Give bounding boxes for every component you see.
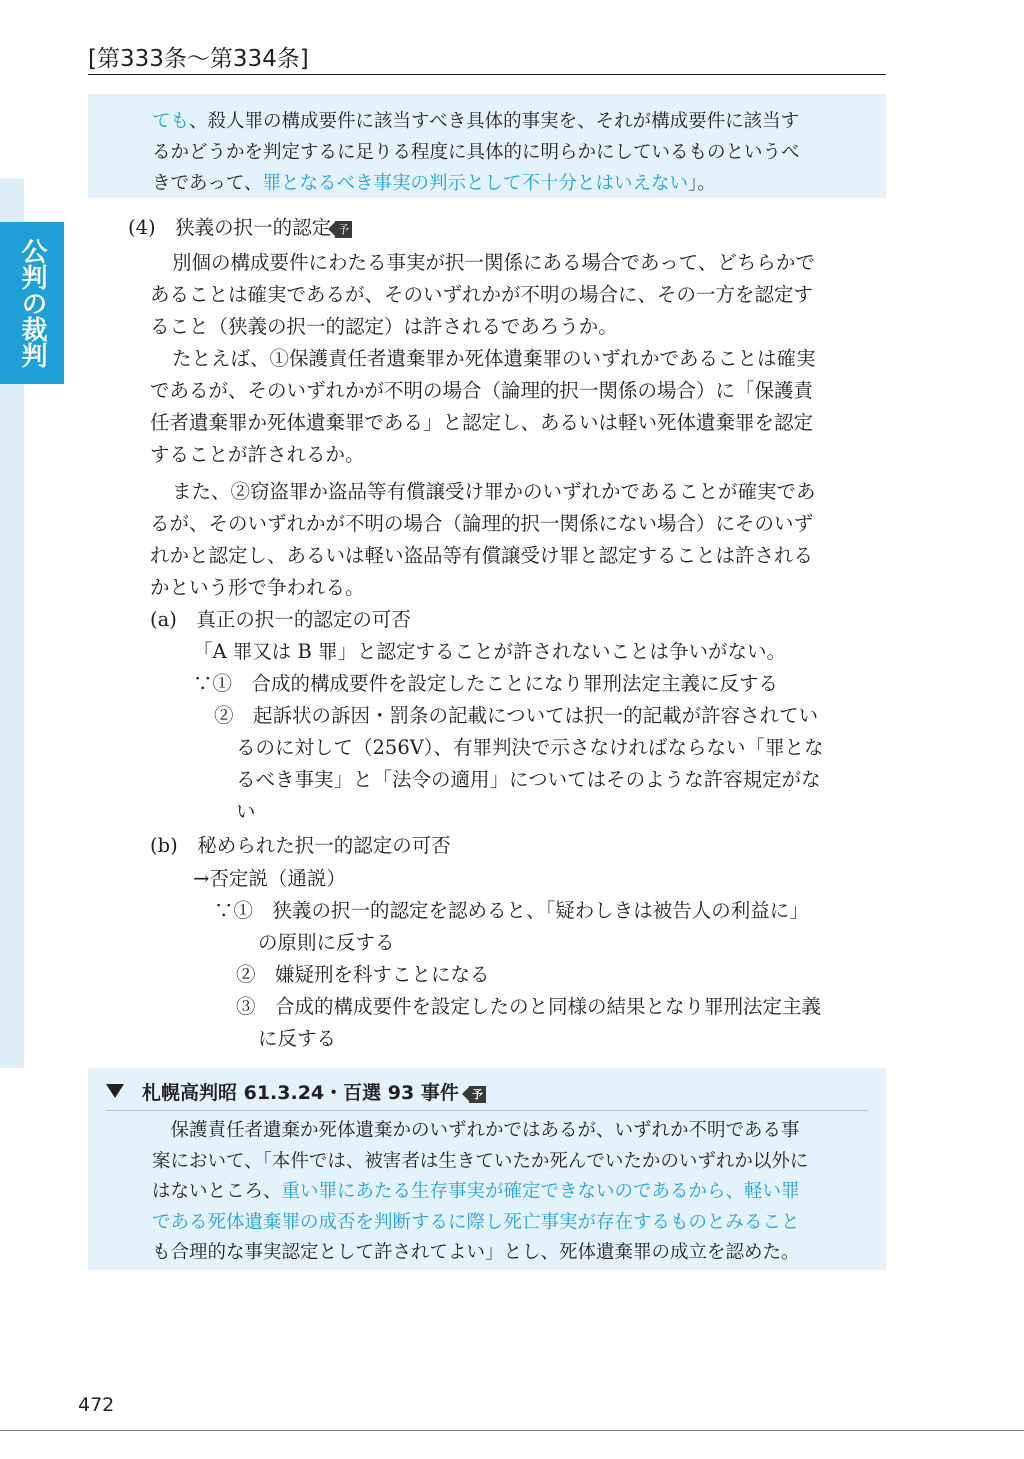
reason-line: ② 嫌疑刑を科すことになる [236, 963, 490, 986]
quote-box [88, 94, 886, 198]
subheading-b: (b) 秘められた択一的認定の可否 [150, 834, 451, 857]
text-segment: も合理的な事実認定として許されてよい」とし、死体遺棄罪の成立を認めた。 [152, 1242, 800, 1263]
page-number: 472 [78, 1394, 115, 1416]
text-line [152, 1238, 808, 1269]
text-segment: るかどうかを判定するに足りる程度に具体的に明らかにしているものというべ [152, 142, 800, 163]
reason-line: に反する [258, 1027, 337, 1050]
paragraph-line: るが、そのいずれかが不明の場合（論理的択一関係にない場合）にそのいず [150, 512, 814, 535]
paragraph-line: →否定説（通説） [193, 867, 346, 890]
chapter-tab: 公判の裁判 [0, 222, 64, 384]
paragraph-line: あることは確実であるが、そのいずれかが不明の場合に、その一方を認定す [150, 283, 814, 306]
text-line [152, 137, 866, 168]
paragraph-line: であるが、そのいずれかが不明の場合（論理的択一関係の場合）に「保護責 [150, 379, 814, 402]
case-text [152, 1116, 808, 1269]
paragraph-line: れかと認定し、あるいは軽い盗品等有償譲受け罪と認定することは許される [150, 544, 814, 567]
section-heading: (4) 狭義の択一的認定 予 [128, 212, 352, 243]
page-header [88, 38, 886, 75]
highlighted-text: ても [152, 111, 190, 132]
case-box [88, 1068, 886, 1270]
reason-line: るべき事実」と「法令の適用」についてはそのような許容規定がな [236, 768, 821, 791]
text-line [152, 1177, 808, 1208]
paragraph-line: また、②窃盗罪か盗品等有償譲受け罪かのいずれかであることが確実であ [172, 480, 816, 503]
yobi-mark-icon: 予 [335, 221, 352, 238]
reason-line: ∵① 合成的構成要件を設定したことになり罪刑法定主義に反する [193, 672, 779, 695]
text-line [152, 1116, 808, 1147]
text-line [152, 106, 866, 137]
text-line [152, 168, 866, 199]
triangle-down-icon [106, 1084, 124, 1098]
text-segment: きであって、 [152, 173, 263, 194]
text-segment: はないところ、 [152, 1181, 282, 1202]
text-segment: 、殺人罪の構成要件に該当すべき具体的事実を、それが構成要件に該当す [189, 111, 800, 132]
paragraph-line: かという形で争われる。 [150, 576, 365, 599]
highlighted-text: である死体遺棄罪の成否を判断するに際し死亡事実が存在するものとみること [152, 1211, 800, 1233]
paragraph-line: ること（狭義の択一的認定）は許されるであろうか。 [150, 315, 618, 338]
paragraph-line: 任者遺棄罪か死体遺棄罪である」と認定し、あるいは軽い死体遺棄罪を認定 [150, 411, 814, 434]
reason-line: の原則に反する [258, 931, 395, 954]
bottom-rule [0, 1430, 1024, 1431]
reason-line: い [236, 800, 256, 823]
highlighted-text: 重い罪にあたる生存事実が確定できないのであるから、軽い罪 [281, 1181, 800, 1202]
text-segment: 保護責任者遺棄か死体遺棄かのいずれかではあるが、いずれか不明である事 [152, 1120, 800, 1141]
header-title: [第333条〜第334条] [88, 46, 309, 72]
text-line [152, 1147, 808, 1178]
reason-line: るのに対して（256Ⅴ）、有罪判決で示さなければならない「罪とな [236, 736, 824, 759]
reason-line: ③ 合成的構成要件を設定したのと同様の結果となり罪刑法定主義 [236, 995, 822, 1018]
paragraph-line: たとえば、①保護責任者遺棄罪か死体遺棄罪のいずれかであることは確実 [172, 347, 816, 370]
paragraph-line: 「A 罪又は B 罪」と認定することが許されないことは争いがない。 [193, 640, 787, 663]
case-heading: 札幌高判昭 61.3.24・百選 93 事件 予 [106, 1080, 868, 1111]
reason-line: ∵① 狭義の択一的認定を認めると、「疑わしきは被告人の利益に」 [214, 899, 809, 922]
text-segment: 」。 [687, 173, 716, 194]
text-line [152, 1208, 808, 1239]
paragraph-line: 別個の構成要件にわたる事実が択一関係にある場合であって、どちらかで [172, 251, 815, 274]
highlighted-text: 罪となるべき事実の判示として不十分とはいえない [262, 173, 688, 194]
reason-line: ② 起訴状の訴因・罰条の記載については択一的記載が許容されてい [214, 704, 819, 727]
yobi-mark-icon: 予 [469, 1086, 486, 1103]
paragraph-line: することが許されるか。 [150, 443, 365, 466]
subheading-a: (a) 真正の択一的認定の可否 [150, 608, 411, 631]
text-segment: 案において、「本件では、被害者は生きていたか死んでいたかのいずれか以外に [152, 1150, 809, 1172]
